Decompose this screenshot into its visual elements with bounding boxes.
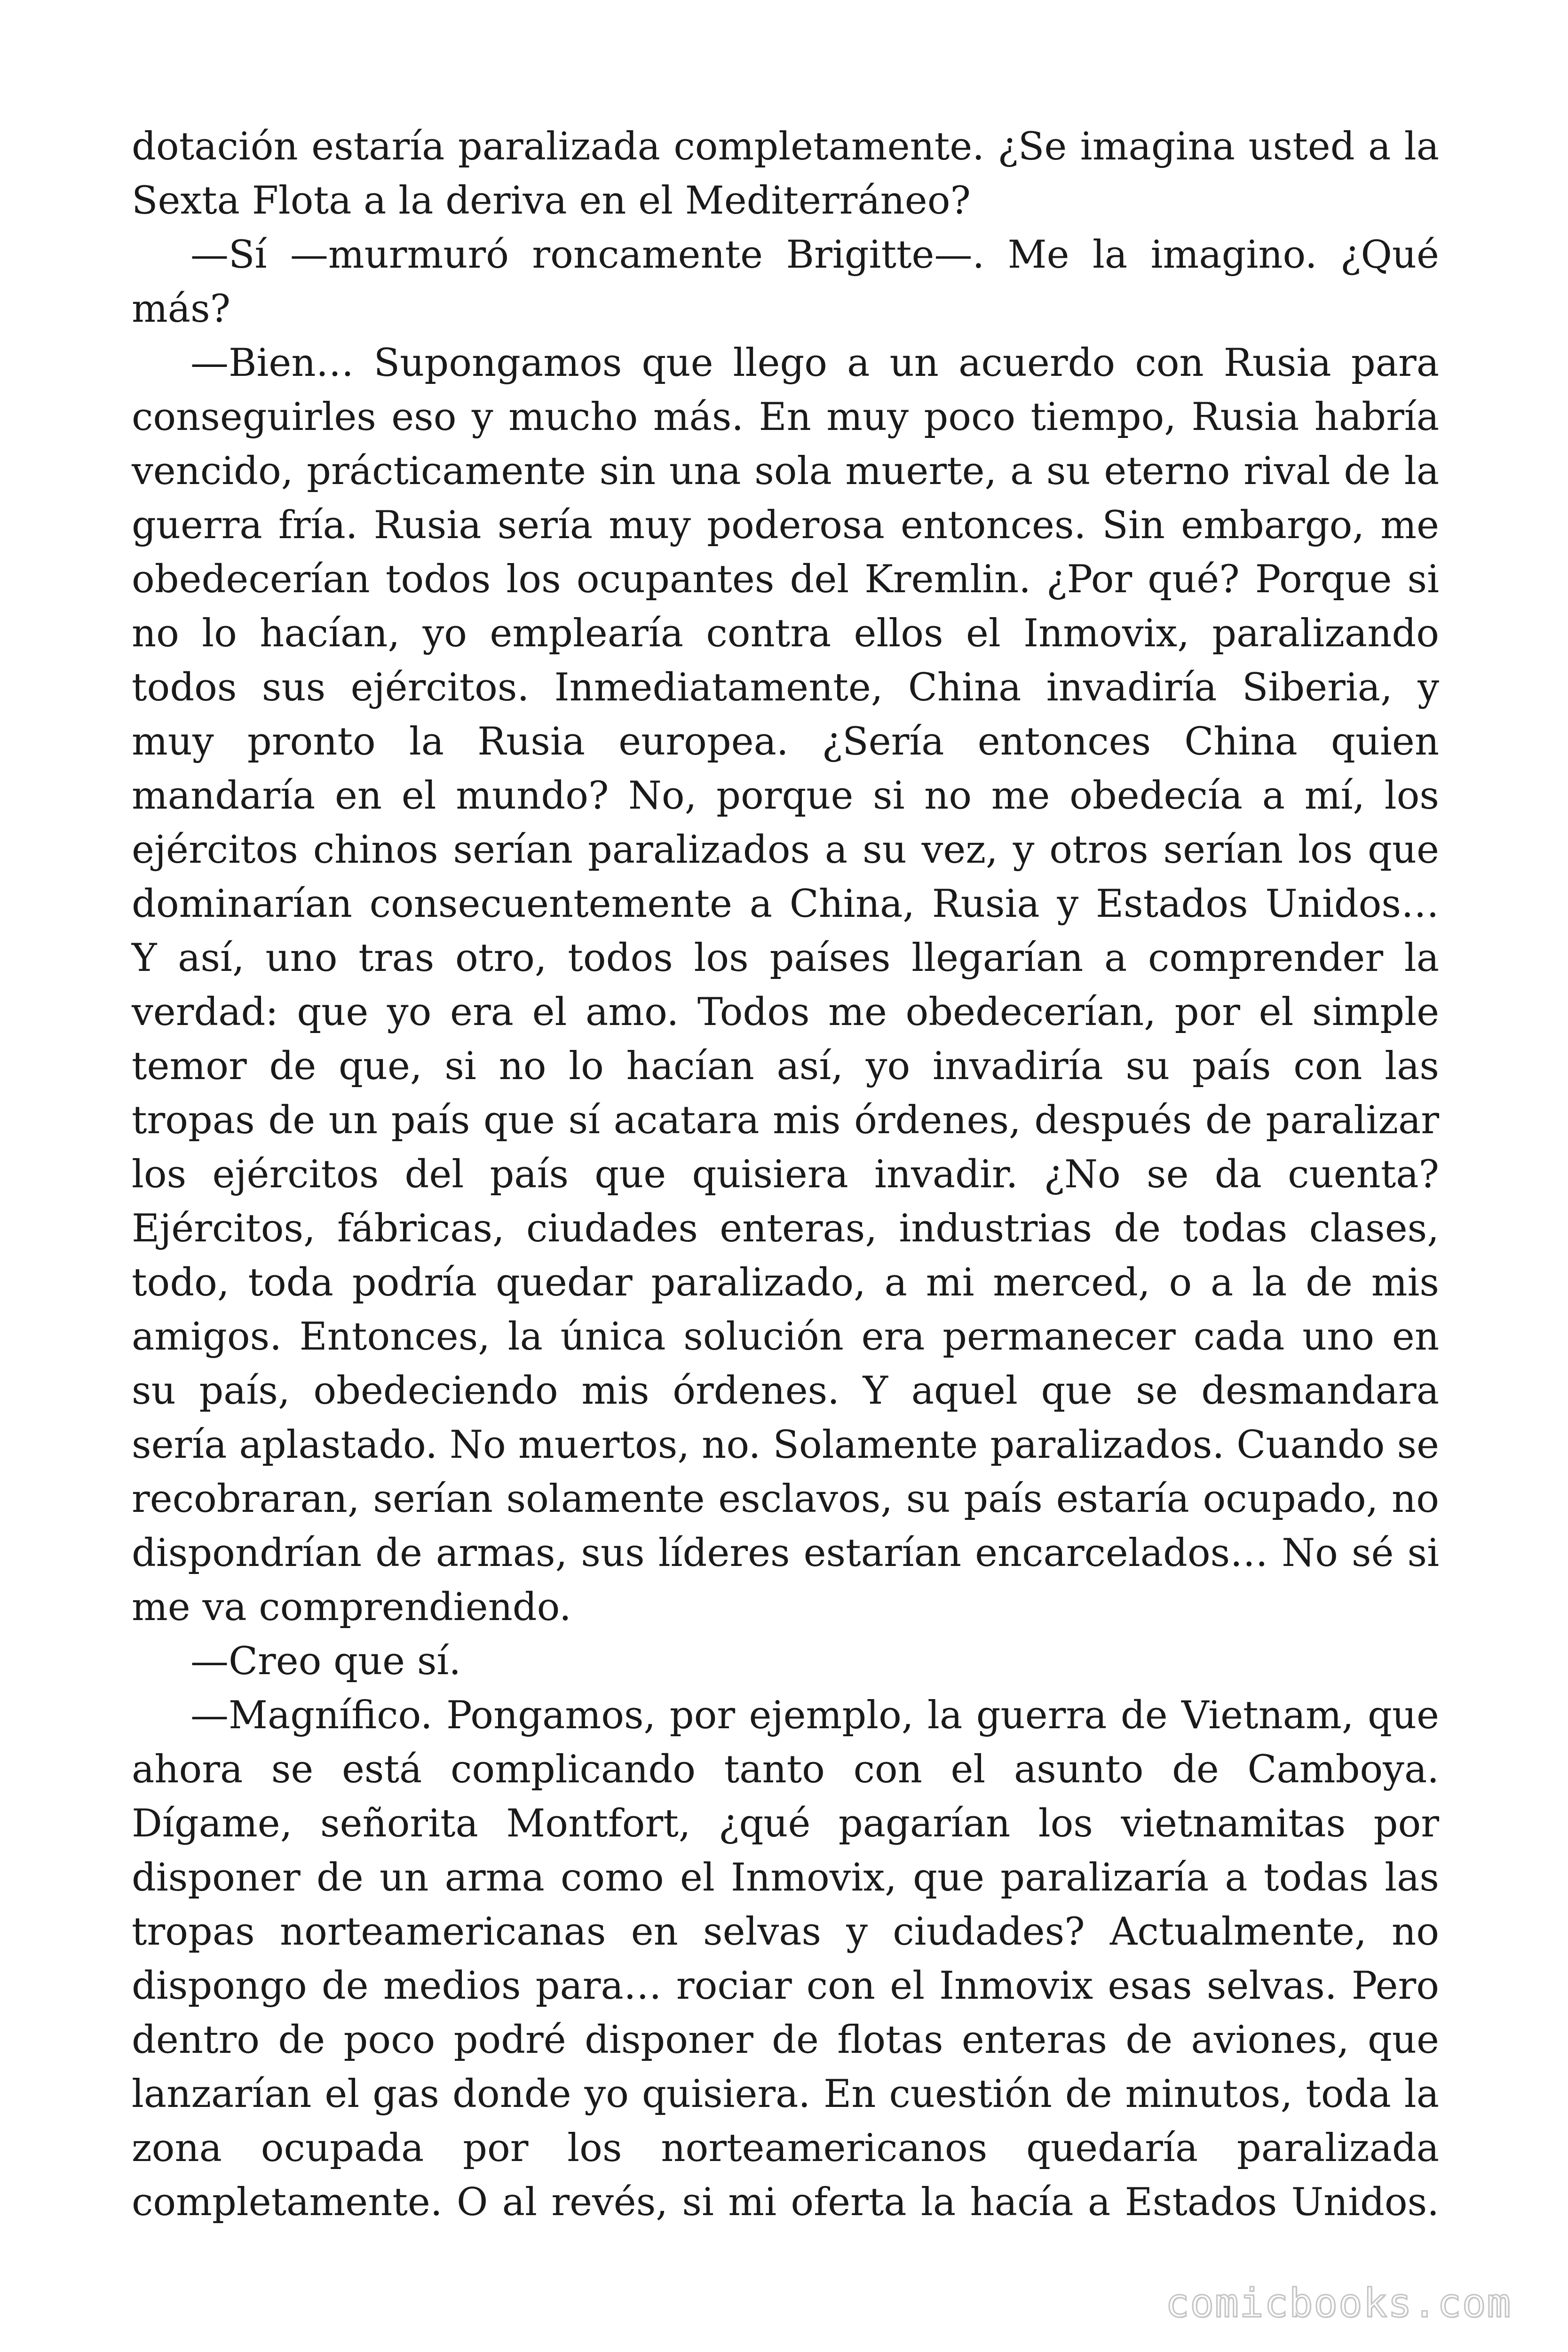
page-body xyxy=(132,120,1439,2230)
paragraph: dotación estaría paralizada completamente. ¿Se imagina usted a la Sexta Flota a la deriva en el Mediterráneo? xyxy=(132,125,1439,223)
paragraph: —Creo que sí. xyxy=(190,1639,461,1684)
paragraph: —Sí —murmuró roncamente Brigitte—. Me la imagino. ¿Qué más? xyxy=(132,233,1439,331)
watermark: comicbooks.com xyxy=(1165,2280,1512,2326)
paragraph: —Bien… Supongamos que llego a un acuerdo con Rusia para conseguirles eso y mucho más. En muy poco tiempo, Rusia habría vencido, prácticamente sin una sola muerte, a su eterno rival de la guerra fría. Rusia sería muy poderosa entonces. Sin embargo, me obedecerían todos los ocupantes del Kremlin. ¿Por qué? Porque si no lo hacían, yo emplearía contra ellos el Inmovix, paralizando todos sus ejércitos. Inmediatamente, China invadiría Siberia, y muy pronto la Rusia europea. ¿Sería entonces China quien mandaría en el mundo? No, porque si no me obedecía a mí, los ejércitos chinos serían paralizados a su vez, y otros serían los que dominarían consecuentemente a China, Rusia y Estados Unidos… Y así, uno tras otro, todos los países llegarían a comprender la verdad: que yo era el amo. Todos me obedecerían, por el simple temor de que, si no lo hacían así, yo invadiría su país con las tropas de un país que sí acatara mis órdenes, después de paralizar los ejércitos del país que quisiera invadir. ¿No se da cuenta? Ejércitos, fábricas, ciudades enteras, industrias de todas clases, todo, toda podría quedar paralizado, a mi merced, o a la de mis amigos. Entonces, la única solución era permanecer cada uno en su país, obedeciendo mis órdenes. Y aquel que se desmandara sería aplastado. No muertos, no. Solamente paralizados. Cuando se recobraran, serían solamente esclavos, su país estaría ocupado, no dispondrían de armas, sus líderes estarían encarcelados… No sé si me va comprendiendo. xyxy=(132,341,1439,1629)
paragraph: —Magnífico. Pongamos, por ejemplo, la guerra de Vietnam, que ahora se está complicando tanto con el asunto de Camboya. Dígame, señorita Montfort, ¿qué pagarían los vietnamitas por disponer de un arma como el Inmovix, que paralizaría a todas las tropas norteamericanas en selvas y ciudades? Actualmente, no dispongo de medios para… rociar con el Inmovix esas selvas. Pero dentro de poco podré disponer de flotas enteras de aviones, que lanzarían el gas donde yo quisiera. En cuestión de minutos, toda la zona ocupada por los norteamericanos quedaría paralizada completamente. O al revés, si mi oferta la hacía a Estados Unidos. xyxy=(132,1693,1439,2225)
